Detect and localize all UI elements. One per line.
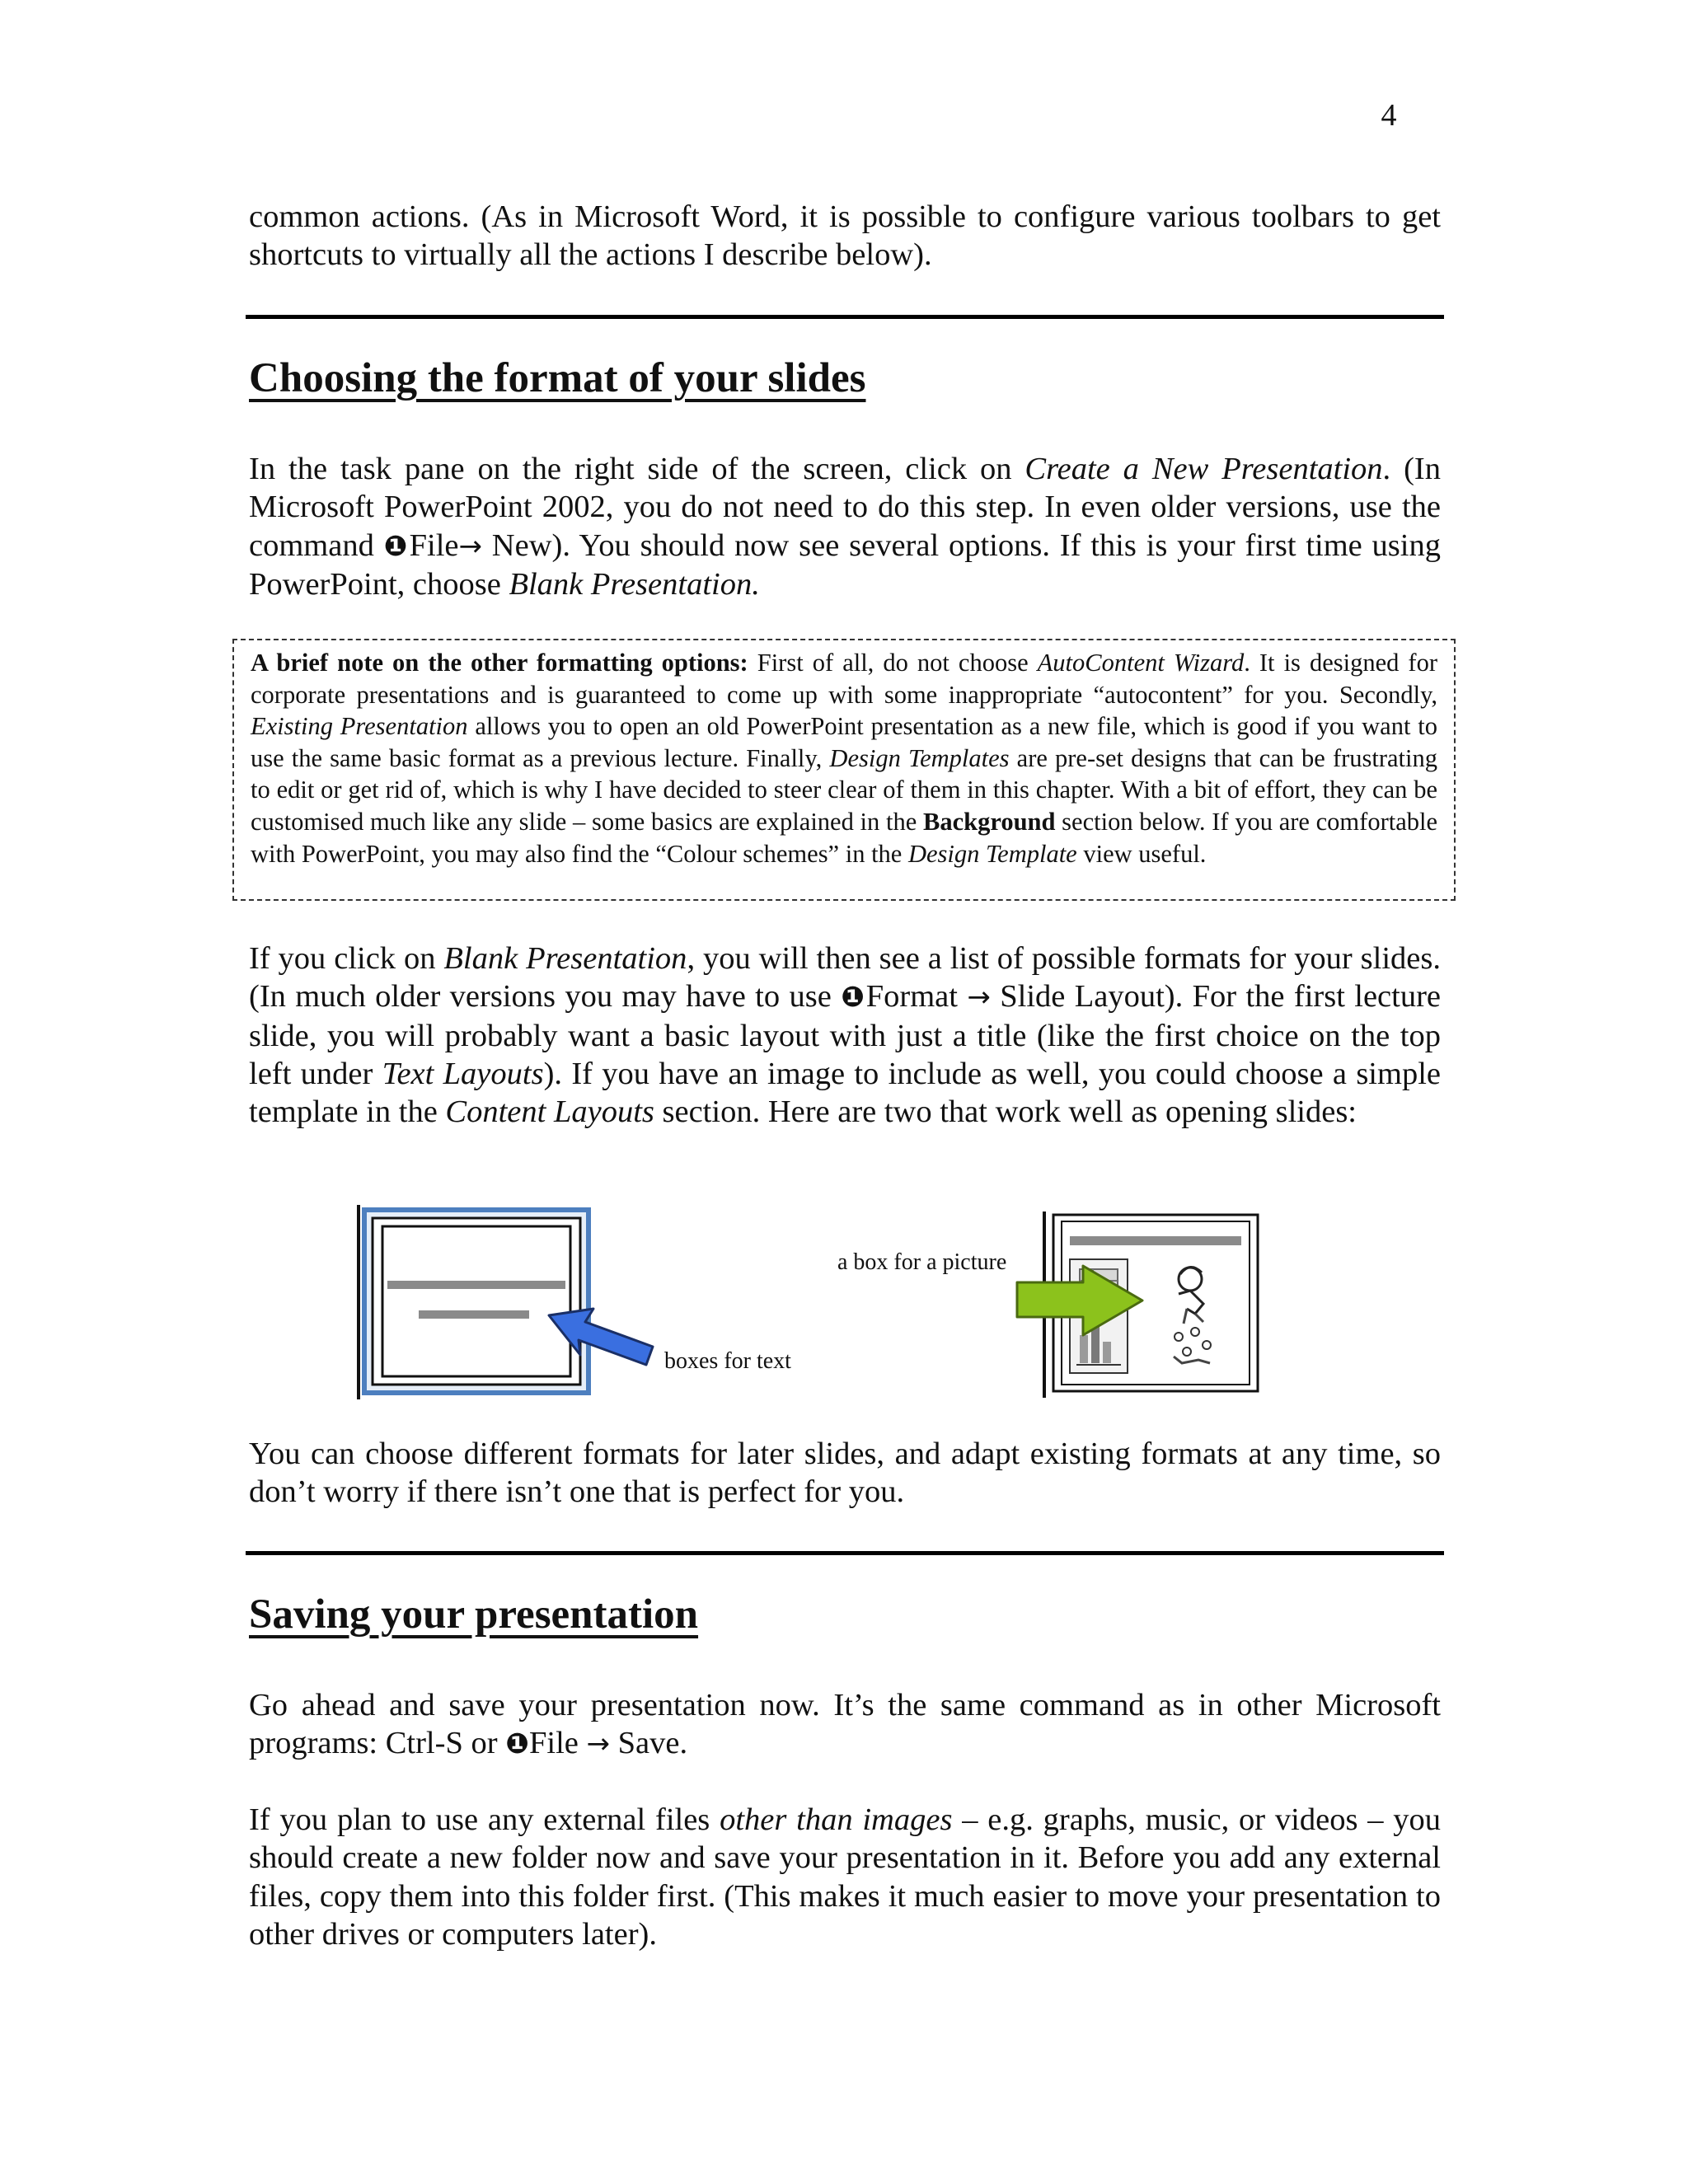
arrow-right-icon: →	[458, 529, 482, 563]
green-arrow-icon	[1015, 1263, 1146, 1338]
menu-bullet-icon: ❶	[841, 981, 866, 1015]
save-paragraph: Go ahead and save your presentation now. It’s the same command as in other Microsoft programs: Ctrl-S or ❶File → Save.	[249, 1688, 1441, 1761]
format-intro-paragraph: In the task pane on the right side of the screen, click on Create a New Presentation. (In Microsoft PowerPoint 2002, you do not need to do this step. In even older versions, use the command ❶File→ New). You should now see several options. If this is your first time using PowerPoint, choose Blank Presentation.	[249, 452, 1441, 602]
later-slides-paragraph: You can choose different formats for later slides, and adapt existing formats at any time, so don’t worry if there isn’t one that is perfect for you.	[249, 1436, 1441, 1510]
caption-boxes-for-text: boxes for text	[664, 1348, 791, 1374]
create-new-presentation-ref: Create a New Presentation	[1025, 452, 1383, 486]
section-heading-saving: Saving your presentation	[249, 1591, 699, 1638]
intro-paragraph: common actions. (As in Microsoft Word, it is possible to configure various toolbars to get shortcuts to virtually all the actions I describe below).	[249, 199, 1441, 273]
page-number: 4	[1381, 98, 1397, 133]
formatting-options-note: A brief note on the other formatting options: First of all, do not choose AutoContent Wizard. It is designed for corporate presentations and is guaranteed to come up with some inappropriate “autocontent” for you. Secondly, Existing Presentation allows you to open an old PowerPoint presentation as a new file, which is good if you want to use the same basic format as a previous lecture. Finally, Design Templates are pre-set designs that can be frustrating to edit or get rid of, which is why I have decided to steer clear of them in this chapter. With a bit of effort, they can be customised much like any slide – some basics are explained in the Background section below. If you are comfortable with PowerPoint, you may also find the “Colour schemes” in the Design Template view useful.	[232, 639, 1456, 901]
blue-arrow-icon	[547, 1307, 656, 1366]
caption-box-for-picture: a box for a picture	[837, 1249, 1007, 1275]
note-lead: A brief note on the other formatting options:	[251, 649, 748, 677]
section-heading-format: Choosing the format of your slides	[249, 355, 866, 401]
external-files-paragraph: If you plan to use any external files other than images – e.g. graphs, music, or videos – you should create a new folder now and save your presentation in it. Before you add any external files, copy them into this folder first. (This makes it much easier to move your presentation to other drives or computers later).	[249, 1802, 1441, 1952]
layout-paragraph: If you click on Blank Presentation, you will then see a list of possible formats for your slides. (In much older versions you may have to use ❶Format → Slide Layout). For the first lecture slide, you will probably want a basic layout with just a title (like the first choice on the top left under Text Layouts). If you have an image to include as well, you could choose a simple template in the Content Layouts section. Here are two that work well as opening slides:	[249, 941, 1441, 1130]
blank-presentation-ref: Blank Presentation.	[509, 566, 760, 602]
arrow-right-icon: →	[967, 981, 991, 1015]
arrow-right-icon: →	[586, 1727, 611, 1761]
section-divider	[246, 1551, 1444, 1555]
title-layout-thumbnail	[356, 1205, 597, 1399]
menu-bullet-icon: ❶	[383, 529, 410, 563]
menu-bullet-icon: ❶	[505, 1727, 529, 1761]
section-divider	[246, 315, 1444, 319]
